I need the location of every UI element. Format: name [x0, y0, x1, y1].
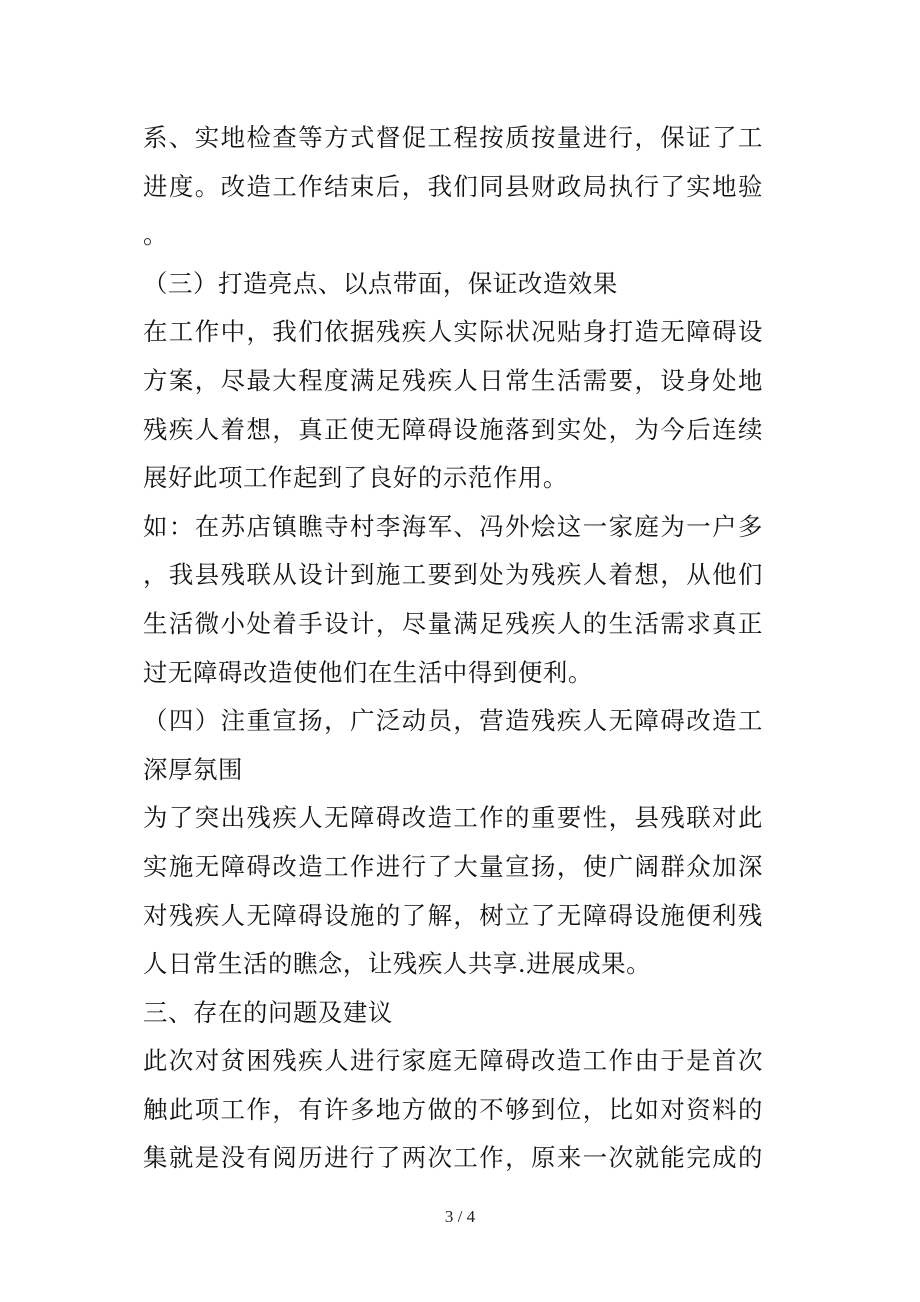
text-line: 此次对贫困残疾人进行家庭无障碍改造工作由于是首次	[143, 1046, 763, 1076]
text-line: 残疾人着想，真正使无障碍设施落到实处，为今后连续	[143, 414, 763, 444]
text-line: 方案，尽最大程度满足残疾人日常生活需要，设身处地	[143, 365, 763, 395]
text-line: ，我县残联从设计到施工要到处为残疾人着想，从他们	[143, 560, 763, 590]
text-line: 为了突出残疾人无障碍改造工作的重要性，县残联对此	[143, 803, 763, 833]
text-line: 生活微小处着手设计，尽量满足残疾人的生活需求真正	[143, 608, 763, 638]
page-number: 3 / 4	[444, 1207, 476, 1226]
section-heading: （四）注重宣扬，广泛动员，营造残疾人无障碍改造工	[143, 706, 763, 736]
text-line: 如：在苏店镇瞧寺村李海军、冯外烩这一家庭为一户多	[143, 511, 763, 541]
body-text	[143, 114, 763, 1183]
text-line: 展好此项工作起到了良好的示范作用。	[143, 463, 568, 493]
section-heading: （三）打造亮点、以点带面，保证改造效果	[143, 268, 618, 298]
text-line: 对残疾人无障碍设施的了解，树立了无障碍设施便利残	[143, 900, 763, 930]
text-line: 实施无障碍改造工作进行了大量宣扬，使广阔群众加深	[143, 851, 763, 881]
text-line: 触此项工作，有许多地方做的不够到位，比如对资料的	[143, 1094, 763, 1124]
text-line: 在工作中，我们依据残疾人实际状况贴身打造无障碍设	[143, 317, 763, 347]
section-heading: 三、存在的问题及建议	[143, 997, 393, 1027]
section-heading-continued: 深厚氛围	[143, 754, 243, 784]
text-line: 系、实地检查等方式督促工程按质按量进行，保证了工	[143, 123, 763, 152]
text-line: 人日常生活的瞧念，让残疾人共享.进展成果。	[143, 949, 652, 979]
text-line: 集就是没有阅历进行了两次工作，原来一次就能完成的	[143, 1143, 763, 1173]
text-line: 过无障碍改造使他们在生活中得到便利。	[143, 657, 593, 687]
text-line: 进度。改造工作结束后，我们同县财政局执行了实地验	[143, 171, 763, 201]
text-line: 。	[143, 220, 168, 250]
